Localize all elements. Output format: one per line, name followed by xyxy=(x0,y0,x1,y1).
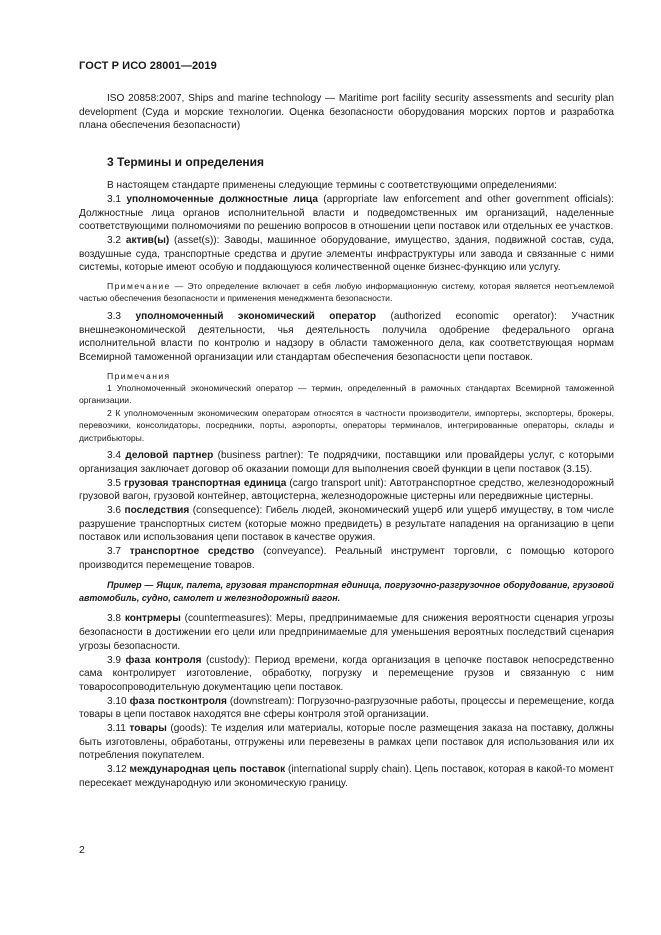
term-name: транспортное средство xyxy=(129,546,255,558)
term-name: уполномоченный экономический оператор xyxy=(135,310,377,322)
term-number: 3.4 xyxy=(107,450,126,462)
term-name: уполномоченные должностные лица xyxy=(126,193,318,205)
term-3-11 xyxy=(79,722,614,763)
term-name: международная цепь поставок xyxy=(129,764,286,776)
term-3-3 xyxy=(79,310,614,365)
section-intro: В настоящем стандарте применены следующие термины с соответствующими определениями: xyxy=(107,180,557,192)
term-definition: (downstream): Погрузочно-разгрузочные работы, процессы и перемещение, когда товары в цепи поставок находятся вне сферы контроля этой организации. xyxy=(79,695,614,721)
note-3-3-2: 2 К уполномоченным экономическим операторам относятся в частности производители, импортеры, экспортеры, брокеры, перевозчики, консолидаторы, посредники, порты, аэропорты, операторы терминалов, интегрированные операторы, склады и дистрибьюторы. xyxy=(79,407,614,443)
normative-reference: ISO 20858:2007, Ships and marine technology — Maritime port facility security assessments and security plan development (Суда и морские технологии. Оценка безопасности оборудования морских портов и разработка плана обеспечения безопасности) xyxy=(79,93,614,132)
example-3-7: Пример — Ящик, палета, грузовая транспортная единица, погрузочно-разгрузочное оборудование, грузовой автомобиль, судно, самолет и железнодорожный вагон. xyxy=(79,580,614,604)
term-number: 3.11 xyxy=(107,723,130,735)
term-number: 3.8 xyxy=(107,613,125,625)
section-title: 3 Термины и определения xyxy=(107,155,265,170)
term-name: последствия xyxy=(124,504,190,516)
term-3-5 xyxy=(79,477,614,504)
term-definition: (appropriate law enforcement and other government officials): Должностные лица органов исполнительной власти и подведомственных им организаций, наделенные соответствующими полномочиями по решению вопросов в отношении цепи поставок или отдельных ее участков. xyxy=(79,193,614,233)
term-3-7 xyxy=(79,545,614,572)
term-3-2 xyxy=(79,234,614,275)
term-definition: (business partner): Те подрядчики, поставщики или провайдеры услуг, с которыми организация заключает договор об оказании помощи для выполнения своей функции в цепи поставок (3.15). xyxy=(79,450,615,475)
notes-label-3-3: Примечания xyxy=(107,370,171,381)
term-definition: (consequence): Гибель людей, экономический ущерб или ущерб имуществу, в том числе разрушение транспортных систем (которые можно предвидеть) в результате нападения на организацию в цепи поставок или использования цепи поставок в качестве оружия. xyxy=(79,504,614,544)
term-name: товары xyxy=(129,723,167,735)
term-3-6 xyxy=(79,504,614,545)
note-3-2 xyxy=(79,280,614,305)
term-number: 3.12 xyxy=(107,764,130,776)
note-3-3-1: 1 Уполномоченный экономический оператор — термин, определенный в рамочных стандартах Всемирной таможенной организации. xyxy=(79,383,614,406)
term-number: 3.3 xyxy=(107,310,136,322)
note-label: Примечание xyxy=(107,281,171,292)
term-definition: (goods): Те изделия или материалы, которые после размещения заказа на поставку, должны быть изготовлены, обработаны, отгружены или перевезены в рамках цепи поставок для использования или их потребления покупателем. xyxy=(79,723,615,762)
term-number: 3.6 xyxy=(107,504,125,516)
term-definition: (international supply chain). Цепь поставок, которая в какой-то момент пересекает международную или экономическую границу. xyxy=(79,764,614,789)
term-number: 3.2 xyxy=(107,234,126,246)
term-number: 3.7 xyxy=(107,546,130,558)
term-number: 3.10 xyxy=(107,695,130,707)
term-definition: (countermeasures): Меры, предпринимаемые для снижения вероятности сценария угрозы безопасности в достижении его цели или предпринимаемые для уменьшения вероятных последствий сценария угрозы безопасности. xyxy=(79,613,614,652)
term-3-9 xyxy=(79,654,614,695)
term-name: грузовая транспортная единица xyxy=(124,477,287,489)
term-number: 3.1 xyxy=(107,193,127,205)
term-3-1 xyxy=(79,193,614,234)
standard-header: ГОСТ Р ИСО 28001—2019 xyxy=(79,60,217,72)
term-definition: (cargo transport unit): Автотранспортное средство, железнодорожный грузовой вагон, грузовой контейнер, автоцистерна, железнодорожные цистерны или передвижные цистерны. xyxy=(79,477,615,503)
term-number: 3.9 xyxy=(107,654,126,666)
term-3-8 xyxy=(79,612,614,653)
term-number: 3.5 xyxy=(107,477,125,489)
term-name: деловой партнер xyxy=(125,450,214,462)
term-3-10 xyxy=(79,695,614,722)
term-definition: (conveyance). Реальный инструмент торговли, с помощью которого производится перемещение товаров. xyxy=(79,546,614,571)
term-name: фаза постконтроля xyxy=(129,695,227,707)
note-text: — Это определение включает в себя любую информационную систему, которая является неотъемлемой частью обеспечения безопасности и применения менеджмента безопасности. xyxy=(79,281,614,304)
term-name: актив(ы) xyxy=(125,234,170,246)
term-definition: (asset(s)): Заводы, машинное оборудование, имущество, здания, подвижной состав, суда, воздушные суда, транспортные средства и другие элементы инфраструктуры или завода и связанные с ними системы, которые имеют особую и поддающуюся количественной оценке бизнес-функцию или услугу. xyxy=(79,234,614,274)
page-number: 2 xyxy=(79,844,85,856)
term-3-4 xyxy=(79,449,614,476)
term-name: фаза контроля xyxy=(125,654,202,666)
term-definition: (custody): Период времени, когда организация в цепочке поставок непосредственно сама контролирует изготовление, обработку, погрузку и перемещение грузов и связанную с ним товаросопроводительную документацию цепи поставок. xyxy=(79,654,614,693)
term-3-12 xyxy=(79,763,614,790)
page-content xyxy=(79,92,614,791)
term-definition: (authorized economic operator): Участник внешнеэкономической деятельности, чья деятельность получила одобрение федерального органа исполнительной власти по контролю и надзору в области таможенного дела, как соответствующая нормам Всемирной таможенной организации или стандартам обеспечения безопасности цепи поставок. xyxy=(79,310,614,363)
term-name: контрмеры xyxy=(124,613,181,625)
